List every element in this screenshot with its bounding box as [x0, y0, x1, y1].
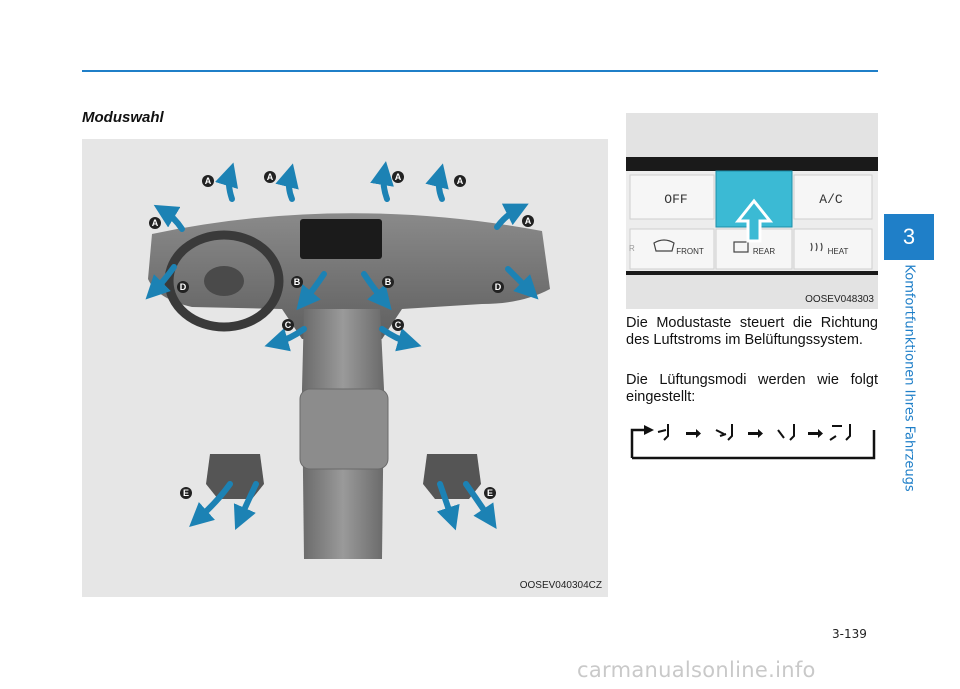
- mode-bilevel-icon: [716, 424, 732, 440]
- arrow-right-icon: [686, 429, 701, 438]
- arrow-right-icon: [808, 429, 823, 438]
- partial-label: R: [629, 244, 635, 253]
- svg-text:E: E: [486, 488, 494, 498]
- header-rule: [82, 70, 878, 72]
- svg-text:A: A: [266, 172, 274, 182]
- figure-code-left: OOSEV040304CZ: [519, 580, 602, 591]
- chapter-number-tab: 3: [884, 214, 934, 260]
- svg-text:D: D: [179, 282, 187, 292]
- page-number: 3-139: [832, 627, 867, 641]
- paragraph-2: Die Lüftungsmodi werden wie folgt eingestellt:: [626, 372, 878, 405]
- svg-text:A: A: [524, 216, 532, 226]
- svg-text:D: D: [494, 282, 502, 292]
- climate-panel-illustration: [626, 113, 878, 309]
- svg-text:A: A: [456, 176, 464, 186]
- front-label: FRONT: [676, 247, 704, 256]
- center-screen: [300, 219, 382, 259]
- mode-defrost-floor-icon: [830, 424, 850, 440]
- svg-text:E: E: [182, 488, 190, 498]
- mode-face-icon: [658, 424, 668, 440]
- watermark: carmanualsonline.info: [577, 658, 816, 682]
- dashboard-illustration: [82, 139, 608, 597]
- arrow-right-icon: [748, 429, 763, 438]
- climate-panel-figure: [626, 113, 878, 309]
- heat-label: HEAT: [827, 247, 849, 256]
- svg-text:A: A: [204, 176, 212, 186]
- mode-floor-icon: [778, 424, 794, 440]
- chapter-title-text: Komfortfunktionen Ihres Fahrzeugs: [901, 264, 917, 492]
- dashboard-vents-figure: [82, 139, 608, 597]
- svg-text:A: A: [394, 172, 402, 182]
- svg-text:C: C: [284, 320, 292, 330]
- svg-text:C: C: [394, 320, 402, 330]
- ac-button-label: A/C: [819, 192, 843, 207]
- mode-sequence-diagram: [628, 420, 878, 468]
- paragraph-1: Die Modustaste steuert die Richtung des Luftstroms im Belüftungssystem.: [626, 315, 878, 348]
- svg-text:B: B: [293, 277, 301, 287]
- figure-code-right: OOSEV048303: [805, 294, 874, 305]
- off-button-label: OFF: [664, 192, 688, 207]
- svg-text:B: B: [384, 277, 392, 287]
- cycle-line-left: [632, 430, 650, 458]
- svg-text:A: A: [151, 218, 159, 228]
- rear-label: REAR: [752, 247, 776, 256]
- section-title: Moduswahl: [82, 109, 164, 126]
